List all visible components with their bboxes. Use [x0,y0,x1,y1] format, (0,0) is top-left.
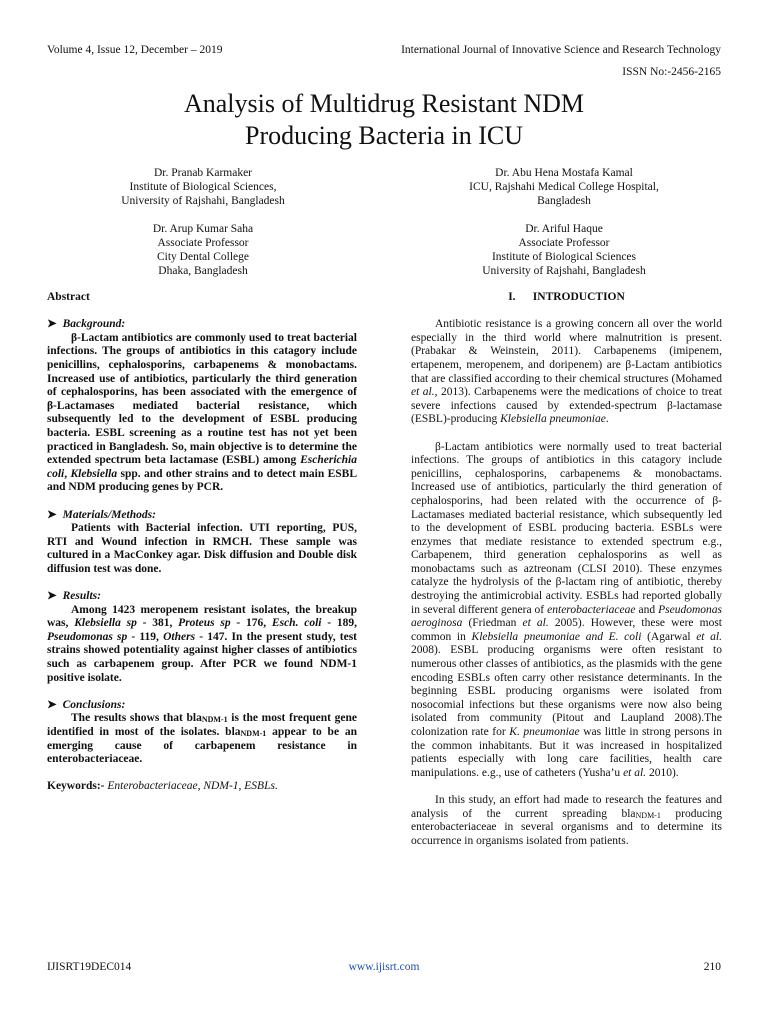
intro-paragraph-2: β-Lactam antibiotics were normally used to treat bacterial infections. The groups of antibiotics in this catagory include penicillins, cephalosporins, carbapenems & monobactams. Increased use of antibiotics, particularly the third generation of cephalosporins, had been related with the occurrence of β-Lactamases mediated bacterial resistance, which subsequently led to the development of ESBL producing bacteria. ESBLs were enzymes that mediate resistance to extended spectrum e.g., Carbapenem, third generation cephalosporins as well as monobactams such as aztreonam (CLSI 2010). These enzymes catalyze the hydrolysis of the β-lactam ring of antibiotic, thereby destroying the antimicrobial activity. ESBLs had reported globally in several different genera of enterobacteriaceae and Pseudomonas aeroginosa (Friedman et al. 2005). However, these were most common in Klebsiella pneumoniae and E. coli (Agarwal et al. 2008). ESBL producing organisms were often resistant to numerous other classes of antibiotics, as the plasmids with the gene encoding ESBLs often carry other resistance determinants. In the beginning ESBL producing organisms were isolated from nosocomial infections but these organisms were now also being isolated from community (Pitout and Laupland 2008).The colonization rate for K. pneumoniae was little in strong persons in the common inhabitants. But it was increased in hospitalized patients especially with long care facilities, health care manipulations. e.g., use of catheters (Yusha’u et al. 2010). [411,440,723,779]
title-line-1: Analysis of Multidrug Resistant NDM [183,89,585,118]
journal-name: International Journal of Innovative Science and Research Technology [401,44,721,56]
results-heading: ➤ Results: [47,590,101,603]
page-number: 210 [703,961,721,973]
background-heading: ➤ Background: [47,318,126,331]
abstract-heading: Abstract [47,291,90,303]
keywords: Keywords:- Enterobacteriaceae, NDM-1, ESBLs. [47,780,278,793]
arrow-bullet-icon: ➤ [47,590,57,603]
intro-paragraph-1: Antibiotic resistance is a growing concern all over the world especially in the third world where malnutrition is present. (Prabakar & Weinstein, 2011). Carbapenems (imipenem, ertapenem, meropenem, and doripenem) are β-Lactam antibiotics that are classified according to their chemical structures (Mohamed et al., 2013). Carbapenems were the medications of choice to treat severe infections caused by extended-spectrum β-lactamase (ESBL)-producing Klebsiella pneumoniae. [411,318,723,426]
background-text: β-Lactam antibiotics are commonly used to treat bacterial infections. The groups of antibiotics in this catagory include penicillins, cephalosporins, carbapenems & monobactams. Increased use of antibiotics, particularly the third generation of cephalosporins, has been associated with the emergence of β-Lactamases mediated bacterial resistance, which subsequently led to the development of ESBL producing bacteria. ESBL screening as a routine test has not yet been practiced in Bangladesh. So, main objective is to determine the extended spectrum beta lactamase (ESBL) among Escherichia coli, Klebsiella spp. and other strains and to detect main ESBL and NDM producing genes by PCR. [47,331,358,494]
issn: ISSN No:-2456-2165 [622,66,721,78]
author-3 [103,222,303,278]
arrow-bullet-icon: ➤ [47,508,57,521]
author-affiliation: Bangladesh [537,195,591,207]
introduction-column [411,291,722,848]
abstract-column [47,291,357,794]
author-affiliation: Dhaka, Bangladesh [158,265,248,277]
author-affiliation: Institute of Biological Sciences, [129,181,277,193]
results-text: Among 1423 meropenem resistant isolates, the breakup was, Klebsiella sp - 381, Proteus sp - 176, Esch. coli - 189, Pseudomonas sp - 119, Others - 147. In the present study, test strains showed potentiality against higher classes of antibiotics such as carbapenem group. After PCR we found NDM-1 positive isolate. [47,603,358,684]
author-affiliation: City Dental College [157,251,249,263]
author-name: Dr. Abu Hena Mostafa Kamal [495,167,633,179]
footer-paper-id: IJISRT19DEC014 [47,961,132,973]
conclusions-text: The results shows that bla$_{NDM-1}$ is the most frequent gene identified in most of the isolates. bla$_{NDM-1}$ appear to be an emerging cause of carbapenem resistance in enterobacteriaceae. [47,712,357,766]
arrow-bullet-icon: ➤ [47,318,57,331]
methods-text: Patients with Bacterial infection. UTI reporting, PUS, RTI and Wound infection in RMCH. These sample was cultured in a MacConkey agar. Disk diffusion and Double disk diffusion test was done. [47,522,357,575]
author-name: Dr. Ariful Haque [525,223,603,235]
author-affiliation: University of Rajshahi, Bangladesh [482,265,646,277]
paper-title [0,88,768,152]
author-4 [464,222,664,278]
title-line-2: Producing Bacteria in ICU [245,121,523,150]
author-name: Dr. Pranab Karmaker [153,167,253,179]
author-affiliation: University of Rajshahi, Bangladesh [121,195,285,207]
author-affiliation: Associate Professor [518,237,610,249]
introduction-heading: I. INTRODUCTION [508,291,625,303]
author-2 [464,166,664,208]
author-affiliation: Associate Professor [157,237,249,249]
author-name: Dr. Arup Kumar Saha [152,223,254,235]
author-affiliation: ICU, Rajshahi Medical College Hospital, [469,181,659,193]
author-1 [103,166,303,208]
author-affiliation: Institute of Biological Sciences [491,251,637,263]
methods-heading: ➤ Materials/Methods: [47,508,156,521]
conclusions-heading: ➤ Conclusions: [47,698,126,711]
volume-info: Volume 4, Issue 12, December – 2019 [47,44,223,56]
intro-paragraph-3: In this study, an effort had made to research the features and analysis of the current spreading bla$_{NDM-1}$ producing enterobacteriaceae in several organisms and to determine its occurrence in organisms isolated from patients. [411,793,722,847]
arrow-bullet-icon: ➤ [47,698,57,711]
footer-website-link[interactable]: www.ijisrt.com [348,961,420,973]
